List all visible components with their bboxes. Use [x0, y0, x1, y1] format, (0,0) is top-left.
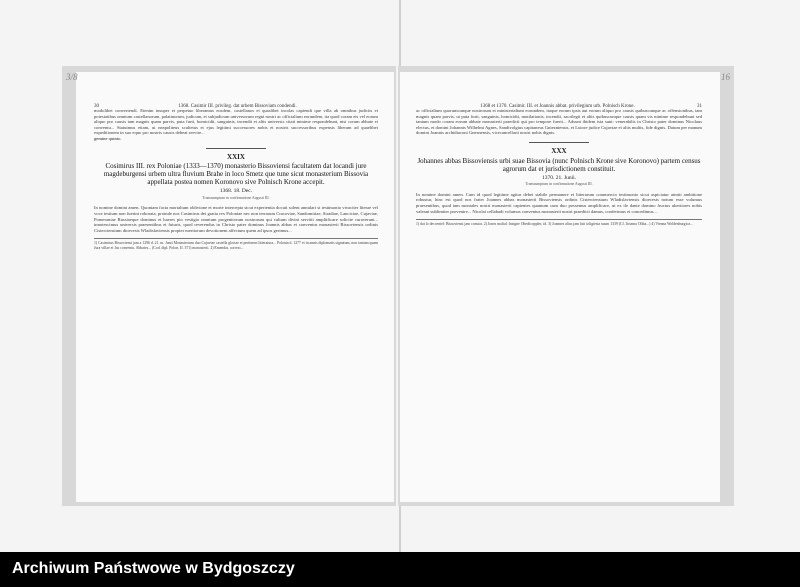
- right-footnotes: 1) dat lo deccentel: Bissoviensi jam constat. 2) Jones maltal: Insigne Obedicoppler, id. 3) Joannes alius jam fuit toligtesta suum 1339 (Cf. Jirtama Oliba...) 4) Vienna Woldenburgica...: [416, 219, 702, 227]
- right-running-head: [418, 104, 702, 110]
- left-doc-heading: Cosimirus III. rex Poloniae (1333—1370) monasterio Bissoviensi facultatem dat locandi jure magdeburgensi urbem ultra fluvium Brahe in loco Smetz que tune sicut monasterium Bissovia appellata postea nomen Koronovo sive Polnisch Krone accepit.: [103, 162, 369, 187]
- left-pencil-mark: 3/8: [66, 72, 78, 82]
- right-doc-date: 1370. 21. Junii.: [541, 174, 577, 181]
- left-doc-date: 1368. 18. Dec.: [219, 188, 253, 195]
- left-page: [62, 66, 396, 506]
- left-page-paper: [76, 72, 394, 502]
- right-page: [398, 66, 734, 506]
- right-doc-number: XXX: [551, 146, 567, 155]
- right-separator: [529, 142, 589, 143]
- archive-caption-bar: [0, 552, 800, 587]
- left-page-number: 30: [94, 104, 99, 109]
- left-separator: [206, 148, 266, 149]
- right-running-title: 1368 et 1370. Casimir. III. et Joannis abbat. privilegium urb. Polnisch Krone.: [480, 104, 635, 109]
- right-page-paper: [400, 72, 720, 502]
- right-doc-heading: Johannes abbas Bissoviensis urbi suae Bissovia (nunc Polnisch Krone sive Koronovo) partem census agrorum dat et jurisdictionem constituit.: [417, 156, 701, 173]
- left-running-title: 1368. Casimir III. privileg. dat urbem Bissoviam condendi.: [178, 104, 297, 109]
- left-body-text: modolibet convertendi. Etenim insuper et perpetuo liberamus eosdem, castellanos et quaslibet incolas capiendi que villa ab omnibus judiciis et potestatibus omnium castellanorum, palatinorum, judicum, et subjudicum universorum regni nostri ac officialium eorundem, ita quod coram eis vel eorum aliquo pro causis tam magnis quam parvis, puta furti, homicidii, sanguinis, incendii et aliis universis citati minime respondebunt, nisi coram abbate et conventu... Statuimus etiam, ut neapoliteus scultetus et ejus legitimi successores nobis et nostris successoribus expensis liberam ad quaelibet expeditionem in suo equo pro nostris causis debeat servire...: [94, 108, 378, 136]
- right-page-number: 31: [697, 104, 702, 109]
- left-page-end-text: gemine quinto.: [94, 135, 122, 141]
- right-body-text: ac officialium quorumcunque nostrorum et ministerialium eorundem, itaque eorum ipsis aut eorum aliquo pro causis quibuscunque ac offensionibus, tam magnis quam parvis, ut puta furti, sanguinis, homicidii, mutilationis, incendii, sacrilegii et aliis quibuscunque causis quam vis minime respondebunt sed tantum modo coram eorum abbate monasterii praedicti qui pro tempore fuerit... Adsunt ibidem ista sunt: venerabilis in Christo pater dominus Nicolaus electus, et domini Johannis Wilhelmi Agnes, Sandivolgius capitaneus Gniezniensis, et Lutore judice Cujaviae et aliis multis, fide dignis. Datum per manum domini Joannis archidiaconi Gnesnensis, vicecancellarii nostri nobis dignis.: [416, 108, 702, 136]
- left-doc-text: In nomine domini amen. Quoniam facta mortalium oblivione et morte intercepta sicut experientia docuit solent annulari si testimonio vivaciter literae vel voce testium non fuerint roborata, proinde nos Casimirus dei gratia rex Poloniae nec non terrarum Cracoviae, Sandomiriae, Siradiae, Lanciciae, Cujaviae, Pomeraniae Russiaeque dominus et haeres pio vestigio omnium progenitorum nostrorum qui cultum divini servitii ampliificare solicite curaverunt... innotescimus universis praesentibus et futuris, quod reverendus in Christo pater dominus Joannis abbas et conventus monasterii Bissoviensis ordinis Cisterciensium dioecesis Wladislaviensis propter meritorum devotionem affectum quem ad ipsos gerimus...: [94, 205, 378, 233]
- right-pencil-mark: 16: [721, 72, 730, 82]
- left-footnotes: 1) Casimirus Bissoviensi jam a 1296 d. 21. m. Junii Monasterium duo Cujaviae castella gloriae et pertinens litteratura... Polonia d. 1277 et in annis diplomatis signatum, non tantum quam Jura villae et Jus conventu. Abbates... (Cod. dipl. Polon. II. 371) monasterii. 2) Emendat, correxi...: [94, 238, 378, 250]
- right-doc-source: Transsumptum in confirmatione Augusti III.: [525, 182, 593, 187]
- left-doc-number: XXIX: [227, 152, 245, 161]
- archive-caption: Archiwum Państwowe w Bydgoszczy: [12, 560, 295, 577]
- left-running-head: [94, 104, 376, 110]
- left-doc-source: Transsumptum in confirmatione Augusti III.: [202, 195, 270, 200]
- right-doc-text: In nomine domini amen. Cum id quod legitime agitur debet stabile permanere et litterarum commercio testimonio sicut aspiciatur aimiti ambitione robustur, hinc est quod nos frater Joannes abbas monasterii Bissoviensis ordinis Cisterciensium Wladislaviensis dioecesis notum esse volumus praesentibus, quod tam moniales nostri monasterii capientes quantum cum duo possemus amplificare, ut ex ile dante domino fructus ubertiores nobis valeant sublimiter provenire... Nicolai cellabadi volumus conventus monasterii nostri praedicti damus, conferimus et concedimus...: [416, 191, 702, 214]
